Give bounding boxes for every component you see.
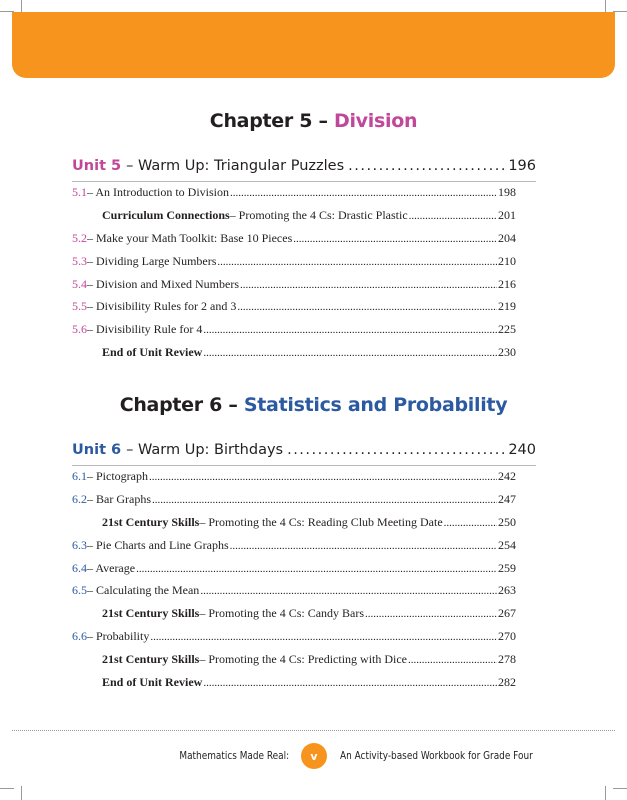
dot-leader: [200, 585, 497, 597]
dot-leader: [149, 471, 497, 483]
lesson-title: – Bar Graphs: [87, 491, 151, 506]
page-number: 225: [498, 322, 516, 337]
dot-leader: [136, 563, 497, 575]
crop-mark: [21, 786, 22, 800]
lesson-number: 6.6: [72, 629, 87, 644]
lesson-number: 5.2: [72, 230, 87, 245]
page-footer: [0, 743, 627, 769]
header-banner: [12, 12, 615, 78]
lesson-number: 6.2: [72, 491, 87, 506]
dot-leader: [217, 256, 497, 268]
unit-5-label: Unit 5: [72, 158, 122, 174]
toc-entry-5-2[interactable]: [72, 231, 516, 254]
toc-entry-6-1[interactable]: [72, 469, 516, 492]
lesson-title: – An Introduction to Division: [87, 185, 229, 199]
lesson-title: – Promoting the 4 Cs: Reading Club Meeting Date: [199, 514, 443, 529]
unit-6-page: 240: [508, 442, 536, 458]
dot-leader: [203, 677, 497, 689]
feature-label: 21st Century Skills: [102, 606, 200, 621]
toc-entry-21st-century-skills-dice[interactable]: [72, 652, 516, 675]
toc-entry-5-3[interactable]: [72, 254, 516, 277]
page-number: 216: [498, 276, 516, 291]
unit-5-page: 196: [508, 158, 536, 174]
dot-leader: [348, 158, 504, 174]
lesson-title: – Pictograph: [87, 469, 148, 483]
lesson-number: 6.4: [72, 560, 87, 575]
feature-label: Curriculum Connections: [102, 207, 230, 222]
page-number: 210: [498, 253, 516, 268]
toc-entry-end-of-unit-review-6[interactable]: [72, 675, 516, 698]
feature-label: 21st Century Skills: [102, 652, 200, 667]
footer-book-subtitle: An Activity-based Workbook for Grade Four: [340, 750, 533, 762]
crop-mark: [0, 788, 14, 789]
toc-entry-curriculum-connections[interactable]: [72, 208, 516, 231]
dot-leader: [365, 608, 497, 620]
chapter-5-subject: Division: [334, 110, 418, 132]
dot-leader: [444, 517, 497, 529]
toc-entry-6-6[interactable]: [72, 629, 516, 652]
lesson-number: 5.5: [72, 299, 87, 314]
page-number: 282: [498, 675, 516, 690]
chapter-6-subject: Statistics and Probability: [243, 394, 508, 416]
page-number-badge: v: [301, 743, 327, 769]
dot-leader: [287, 442, 504, 458]
page-number: 201: [498, 207, 516, 222]
chapter-6-prefix: Chapter 6 –: [119, 394, 244, 416]
lesson-title: – Average: [87, 560, 136, 575]
unit-6-heading[interactable]: [72, 442, 536, 464]
page-number: 263: [498, 583, 516, 598]
toc-entry-6-3[interactable]: [72, 538, 516, 561]
unit-6-title: – Warm Up: Birthdays: [126, 442, 284, 458]
unit-5-heading[interactable]: [72, 158, 536, 180]
lesson-number: 5.6: [72, 322, 87, 337]
crop-mark: [605, 786, 606, 800]
dot-leader: [408, 654, 497, 666]
lesson-title: – Divisibility Rules for 2 and 3: [87, 299, 237, 314]
toc-entry-end-of-unit-review-5[interactable]: [72, 345, 516, 368]
lesson-number: 5.1: [72, 185, 87, 199]
lesson-title: – Pie Charts and Line Graphs: [87, 537, 229, 552]
lesson-number: 5.3: [72, 253, 87, 268]
dot-leader: [203, 347, 497, 359]
toc-entry-5-5[interactable]: [72, 299, 516, 322]
page-number: 230: [498, 345, 516, 360]
lesson-number: 6.1: [72, 469, 87, 483]
unit-6-label: Unit 6: [72, 442, 122, 458]
toc-entry-6-5[interactable]: [72, 583, 516, 606]
crop-mark: [613, 11, 627, 12]
lesson-title: – Promoting the 4 Cs: Candy Bars: [199, 606, 365, 621]
page-number: 242: [498, 469, 516, 483]
dot-leader: [203, 324, 497, 336]
page-number: 204: [498, 230, 516, 245]
toc-entry-21st-century-skills-reading-club[interactable]: [72, 515, 516, 538]
unit-5-divider: [72, 181, 536, 182]
toc-entry-6-4[interactable]: [72, 561, 516, 584]
lesson-number: 6.5: [72, 583, 87, 598]
dot-leader: [230, 187, 497, 199]
lesson-title: – Promoting the 4 Cs: Predicting with Dice: [199, 652, 408, 667]
page-number: 219: [498, 299, 516, 314]
dot-leader: [240, 279, 497, 291]
footer-book-title: Mathematics Made Real:: [179, 750, 289, 762]
unit-5-title: – Warm Up: Triangular Puzzles: [126, 158, 345, 174]
chapter-6-contents: [72, 469, 516, 698]
chapter-6-title: [0, 394, 627, 416]
lesson-number: 6.3: [72, 537, 87, 552]
lesson-title: – Division and Mixed Numbers: [87, 276, 239, 291]
chapter-5-title: [0, 110, 627, 132]
toc-entry-21st-century-skills-candy-bars[interactable]: [72, 606, 516, 629]
lesson-title: – Dividing Large Numbers: [87, 253, 217, 268]
page-number: 267: [498, 606, 516, 621]
crop-mark: [613, 788, 627, 789]
feature-label: End of Unit Review: [102, 675, 203, 690]
lesson-title: – Probability: [87, 629, 150, 644]
page-number: 270: [498, 629, 516, 644]
page-number: 250: [498, 514, 516, 529]
dot-leader: [293, 233, 497, 245]
page-number: 278: [498, 652, 516, 667]
toc-entry-5-1[interactable]: [72, 185, 516, 208]
page-number: 247: [498, 491, 516, 506]
dot-leader: [150, 631, 497, 643]
chapter-5-contents: [72, 185, 516, 368]
dot-leader: [409, 210, 497, 222]
lesson-title: – Divisibility Rule for 4: [87, 322, 203, 337]
dot-leader: [237, 301, 497, 313]
toc-entry-6-2[interactable]: [72, 492, 516, 515]
page-number: 259: [498, 560, 516, 575]
toc-entry-5-6[interactable]: [72, 322, 516, 345]
chapter-5-prefix: Chapter 5 –: [209, 110, 334, 132]
toc-entry-5-4[interactable]: [72, 277, 516, 300]
unit-6-divider: [72, 465, 536, 466]
lesson-title: – Make your Math Toolkit: Base 10 Pieces: [87, 230, 293, 245]
dot-leader: [152, 494, 497, 506]
lesson-title: – Calculating the Mean: [87, 583, 200, 598]
page-number: 254: [498, 537, 516, 552]
lesson-number: 5.4: [72, 276, 87, 291]
page-number: 198: [498, 185, 516, 199]
feature-label: 21st Century Skills: [102, 514, 200, 529]
feature-label: End of Unit Review: [102, 345, 203, 360]
lesson-title: – Promoting the 4 Cs: Drastic Plastic: [229, 207, 408, 222]
footer-rule: [12, 730, 615, 731]
dot-leader: [230, 540, 497, 552]
